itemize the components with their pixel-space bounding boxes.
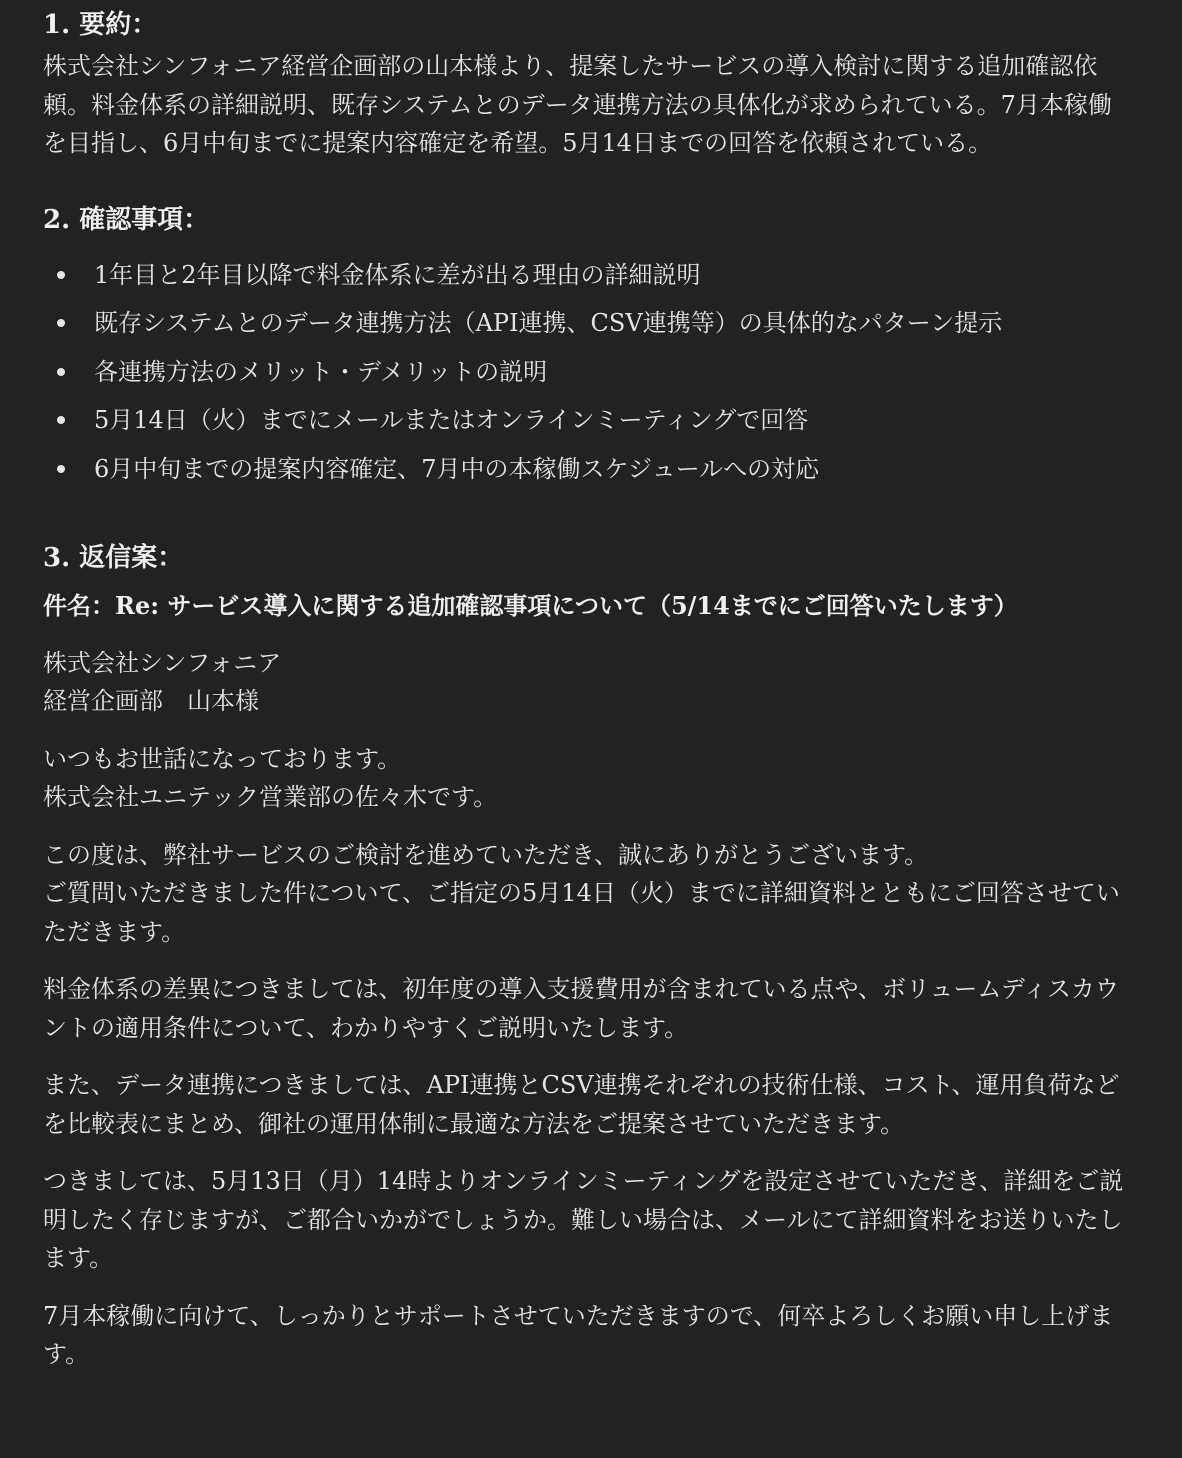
thanks-block <box>43 836 1130 952</box>
reply-promise: ご質問いただきました件について、ご指定の5月14日（火）までに詳細資料とともにご回答させていただきます。 <box>43 879 1120 946</box>
summary-text: 株式会社シンフォニア経営企画部の山本様より、提案したサービスの導入検討に関する追加確認依頼。料金体系の詳細説明、既存システムとのデータ連携方法の具体化が求められている。7月本稼働を目指し、6月中旬までに提案内容確定を希望。5月14日までの回答を依頼されている。 <box>43 52 1112 158</box>
list-item-text: 5月14日（火）までにメールまたはオンラインミーティングで回答 <box>94 406 809 435</box>
closing-paragraph: 7月本稼働に向けて、しっかりとサポートさせていただきますので、何卒よろしくお願い申し上げます。 <box>43 1301 1114 1369</box>
bullet-icon <box>57 319 65 327</box>
list-item <box>43 445 1130 494</box>
bullet-icon <box>57 368 65 376</box>
list-item-text: 既存システムとのデータ連携方法（API連携、CSV連携等）の具体的なパターン提示 <box>94 309 1003 338</box>
recipient-block <box>43 644 1130 721</box>
list-item-text: 各連携方法のメリット・デメリットの説明 <box>94 357 548 386</box>
greeting-line: いつもお世話になっております。 <box>43 744 402 773</box>
bullet-icon <box>57 416 65 424</box>
thanks-line: この度は、弊社サービスのご検討を進めていただき、誠にありがとうございます。 <box>43 840 929 869</box>
integration-paragraph: また、データ連携につきましては、API連携とCSV連携それぞれの技術仕様、コスト、運用負荷などを比較表にまとめ、御社の運用体制に最適な方法をご提案させていただきます。 <box>43 1071 1120 1138</box>
list-item-text: 6月中旬までの提案内容確定、7月中の本稼働スケジュールへの対応 <box>94 454 820 483</box>
meeting-paragraph: つきましては、5月13日（月）14時よりオンラインミーティングを設定させていただき、詳細をご説明したく存じますが、ご都合いかがでしょうか。難しい場合は、メールにて詳細資料をお送りいたします。 <box>43 1167 1124 1273</box>
recipient-company: 株式会社シンフォニア <box>43 648 282 677</box>
list-item <box>43 396 1130 445</box>
list-item-text: 1年目と2年目以降で料金体系に差が出る理由の詳細説明 <box>94 260 701 289</box>
email-subject: 件名：Re: サービス導入に関する追加確認事項について（5/14までにご回答いたします） <box>43 590 1018 620</box>
list-item <box>43 348 1130 397</box>
section-heading-reply-draft: 3. 返信案： <box>43 543 184 574</box>
bullet-icon <box>57 465 65 473</box>
bullet-icon <box>57 271 65 279</box>
sender-intro: 株式会社ユニテック営業部の佐々木です。 <box>43 783 498 812</box>
recipient-person: 経営企画部 山本様 <box>43 687 259 716</box>
greeting-block <box>43 740 1130 817</box>
pricing-paragraph: 料金体系の差異につきましては、初年度の導入支援費用が含まれている点や、ボリュームディスカウントの適用条件について、わかりやすくご説明いたします。 <box>43 975 1119 1042</box>
section-heading-summary: 1. 要約： <box>43 10 158 40</box>
list-item <box>43 299 1130 348</box>
section-heading-checklist: 2. 確認事項： <box>43 204 210 235</box>
checklist <box>43 251 1130 494</box>
list-item <box>43 251 1130 300</box>
